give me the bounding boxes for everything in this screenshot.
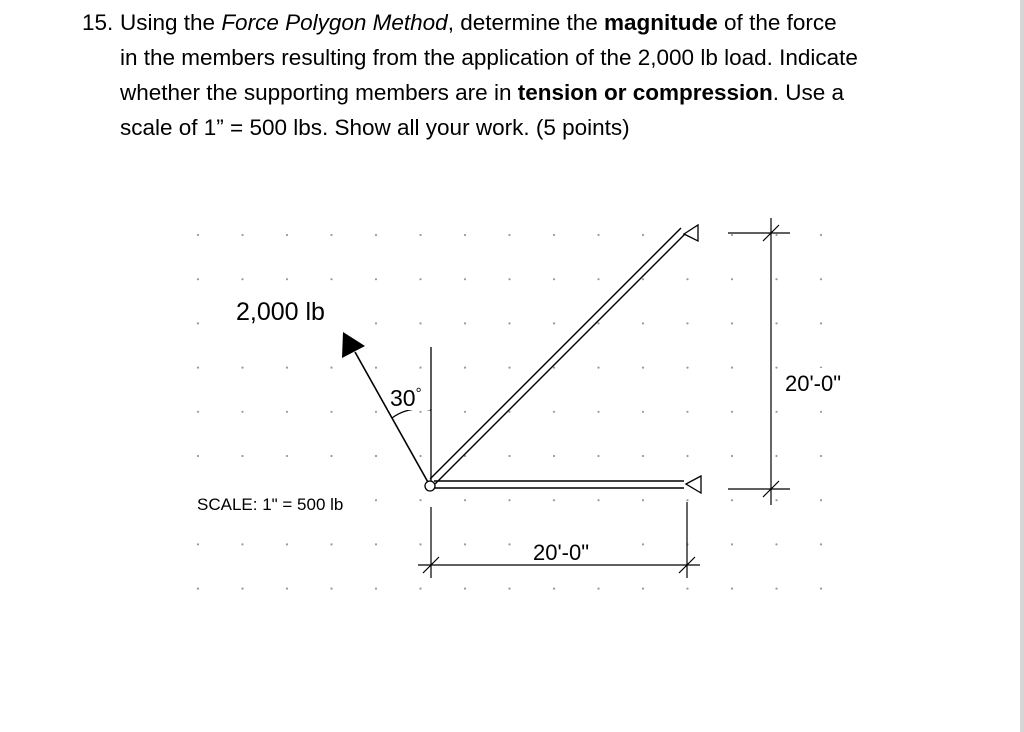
grid-dot xyxy=(553,588,555,590)
grid-dot xyxy=(330,543,332,545)
grid-dot xyxy=(241,367,243,369)
grid-dot xyxy=(464,499,466,501)
grid-dot xyxy=(820,234,822,236)
top-pin-support-icon xyxy=(684,225,698,241)
grid-dot xyxy=(553,499,555,501)
grid-dot xyxy=(375,322,377,324)
question-number: 15. xyxy=(82,10,114,35)
grid-dot xyxy=(775,499,777,501)
grid-dot xyxy=(820,411,822,413)
grid-dot xyxy=(597,588,599,590)
grid-dot xyxy=(686,278,688,280)
grid-dot xyxy=(597,234,599,236)
grid-dot xyxy=(464,234,466,236)
grid-dot xyxy=(330,411,332,413)
grid-dot xyxy=(241,278,243,280)
magnitude-emphasis: magnitude xyxy=(604,10,718,35)
grid-dot xyxy=(820,322,822,324)
grid-dot xyxy=(553,455,555,457)
grid-dot xyxy=(553,322,555,324)
grid-dot xyxy=(464,411,466,413)
grid-dot xyxy=(731,322,733,324)
grid-dot xyxy=(820,455,822,457)
grid-dot xyxy=(731,499,733,501)
grid-dot xyxy=(731,543,733,545)
grid-dot xyxy=(197,543,199,545)
grid-dot xyxy=(419,278,421,280)
grid-dot xyxy=(642,588,644,590)
grid-dot xyxy=(197,588,199,590)
grid-dot xyxy=(375,411,377,413)
grid-dot xyxy=(241,411,243,413)
grid-dot xyxy=(597,411,599,413)
grid-dot xyxy=(686,455,688,457)
grid-dot xyxy=(464,367,466,369)
diagonal-member xyxy=(430,228,686,484)
grid-dot xyxy=(597,367,599,369)
grid-dot xyxy=(508,234,510,236)
grid-dot xyxy=(553,367,555,369)
grid-dot xyxy=(241,455,243,457)
grid-dot xyxy=(597,455,599,457)
grid-dot xyxy=(419,367,421,369)
grid-dot xyxy=(375,543,377,545)
grid-dot xyxy=(375,367,377,369)
grid-dot xyxy=(686,499,688,501)
grid-dot xyxy=(775,588,777,590)
grid-dot xyxy=(686,367,688,369)
grid-dot xyxy=(330,278,332,280)
grid-dot xyxy=(375,234,377,236)
grid-dot xyxy=(419,411,421,413)
horizontal-dimension-label: 20'-0" xyxy=(533,540,590,565)
grid-dot xyxy=(508,499,510,501)
grid-dot xyxy=(686,322,688,324)
grid-dot xyxy=(241,543,243,545)
grid-dot xyxy=(508,322,510,324)
grid-dot xyxy=(464,322,466,324)
grid-dot xyxy=(642,543,644,545)
grid-dot xyxy=(241,588,243,590)
grid-dot xyxy=(330,455,332,457)
grid-dot xyxy=(642,499,644,501)
grid-dot xyxy=(464,588,466,590)
tension-compression-emphasis: tension or compression xyxy=(517,80,773,105)
grid-dot xyxy=(731,411,733,413)
grid-dot xyxy=(597,322,599,324)
grid-dot xyxy=(330,234,332,236)
pin-joint-icon xyxy=(425,481,435,491)
grid-dot xyxy=(286,588,288,590)
grid-dot xyxy=(286,455,288,457)
grid-dot xyxy=(775,367,777,369)
grid-dot xyxy=(508,367,510,369)
grid-dot xyxy=(508,455,510,457)
grid-dot xyxy=(330,367,332,369)
question-line-1: Using the Force Polygon Method, determine the magnitude of the force xyxy=(120,10,837,35)
grid-dot xyxy=(419,234,421,236)
grid-dot xyxy=(464,543,466,545)
grid-dot xyxy=(553,234,555,236)
grid-dot xyxy=(775,278,777,280)
grid-dot xyxy=(241,234,243,236)
grid-dot xyxy=(775,411,777,413)
vertical-dimension-label: 20'-0" xyxy=(785,371,842,396)
grid-dot xyxy=(686,411,688,413)
grid-dot xyxy=(775,543,777,545)
method-name: Force Polygon Method xyxy=(221,10,448,35)
grid-dot xyxy=(731,278,733,280)
grid-dot xyxy=(508,543,510,545)
grid-dot xyxy=(642,322,644,324)
horizontal-member xyxy=(434,481,684,488)
load-label: 2,000 lb xyxy=(236,298,325,326)
grid-dot xyxy=(642,234,644,236)
grid-dot xyxy=(731,234,733,236)
grid-dot xyxy=(375,278,377,280)
grid-dot xyxy=(464,278,466,280)
grid-dot xyxy=(820,543,822,545)
grid-dot xyxy=(419,499,421,501)
bottom-pin-support-icon xyxy=(686,476,701,493)
grid-dot xyxy=(642,278,644,280)
grid-dot xyxy=(731,588,733,590)
grid-dot xyxy=(553,278,555,280)
grid-dot xyxy=(686,588,688,590)
grid-dot xyxy=(642,411,644,413)
grid-dot xyxy=(731,455,733,457)
grid-dot xyxy=(419,588,421,590)
grid-dot xyxy=(375,455,377,457)
grid-dot xyxy=(508,278,510,280)
grid-dot xyxy=(286,278,288,280)
vertical-dimension-line xyxy=(728,218,790,505)
grid-dot xyxy=(197,278,199,280)
grid-dot xyxy=(775,322,777,324)
grid-dot xyxy=(597,278,599,280)
grid-dot xyxy=(197,367,199,369)
grid-dot xyxy=(197,322,199,324)
dot-grid xyxy=(197,234,822,590)
grid-dot xyxy=(775,455,777,457)
question-line-4: scale of 1” = 500 lbs. Show all your work. (5 points) xyxy=(120,115,630,140)
grid-dot xyxy=(642,455,644,457)
grid-dot xyxy=(286,234,288,236)
grid-dot xyxy=(330,588,332,590)
grid-dot xyxy=(286,367,288,369)
grid-dot xyxy=(508,588,510,590)
question-line-3: whether the supporting members are in tension or compression. Use a xyxy=(120,80,845,105)
grid-dot xyxy=(197,455,199,457)
grid-dot xyxy=(197,234,199,236)
grid-dot xyxy=(731,367,733,369)
grid-dot xyxy=(375,588,377,590)
grid-dot xyxy=(775,234,777,236)
grid-dot xyxy=(820,278,822,280)
grid-dot xyxy=(820,499,822,501)
scale-label: SCALE: 1" = 500 lb xyxy=(197,495,344,514)
grid-dot xyxy=(642,367,644,369)
grid-dot xyxy=(820,588,822,590)
grid-dot xyxy=(553,411,555,413)
grid-dot xyxy=(286,411,288,413)
angle-label: 30° xyxy=(390,385,422,411)
grid-dot xyxy=(419,322,421,324)
grid-dot xyxy=(197,411,199,413)
grid-dot xyxy=(419,455,421,457)
question-line-2: in the members resulting from the application of the 2,000 lb load. Indicate xyxy=(120,45,858,70)
grid-dot xyxy=(597,499,599,501)
grid-dot xyxy=(286,543,288,545)
arrowhead-icon xyxy=(342,332,365,358)
grid-dot xyxy=(375,499,377,501)
grid-dot xyxy=(419,543,421,545)
